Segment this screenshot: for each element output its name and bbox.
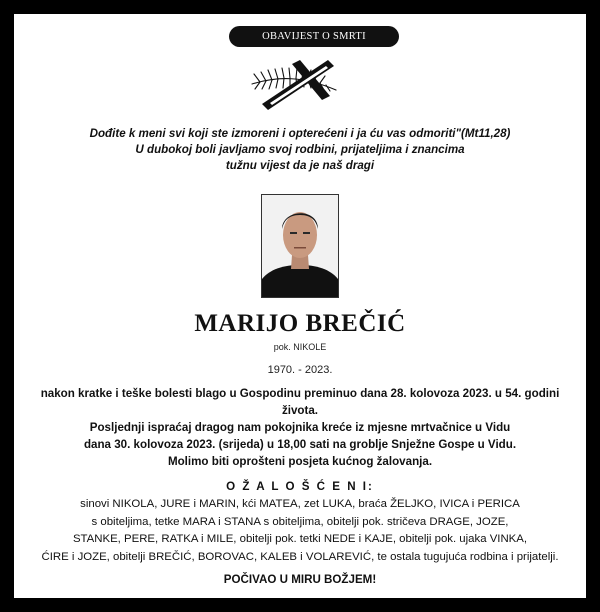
mourners-line: sinovi NIKOLA, JURE i MARIN, kći MATEA, zet LUKA, braća ŽELJKO, IVICA i PERICA [80, 498, 520, 510]
mourners-line: STANKE, PERE, RATKA i MILE, obitelji pok. tetki NEDE i KAJE, obitelji pok. ujaka VINKA, [72, 533, 528, 545]
mourners-line: s obiteljima, tetke MARA i STANA s obiteljima, obitelji pok. stričeva DRAGE, JOZE, [91, 515, 509, 528]
announcement-line: dana 30. kolovoza 2023. (srijeda) u 18,00 sati na groblje Snježne Gospe u Vidu. [83, 438, 517, 451]
portrait-photo [261, 194, 339, 298]
mourners-title: O Ž A L O Š Ć E N I: [226, 480, 374, 493]
announcement-line: Posljednji ispraćaj dragog nam pokojnika kreće iz mjesne mrtvačnice u Vidu [89, 421, 511, 434]
announcement-line: Molimo biti oprošteni posjeta kućnog žalovanja. [167, 455, 433, 468]
intro-line: Dođite k meni svi koji ste izmoreni i opterećeni i ja ću vas odmoriti"(Mt11,28) [89, 127, 511, 140]
announcement-text [34, 385, 566, 470]
father-name: pok. NIKOLE [273, 342, 327, 352]
intro-line: tužnu vijest da je naš dragi [225, 159, 375, 172]
cross-with-palm-branch-icon [248, 54, 352, 110]
mourners-line: ĆIRE i JOZE, obitelji BREČIĆ, BOROVAC, KALEB i VOLAREVIĆ, te ostala tugujuća rodbina i prijatelji. [41, 550, 559, 563]
mourners-list [24, 496, 576, 566]
obituary-card [14, 14, 586, 598]
deceased-name: MARIJO BREČIĆ [194, 310, 406, 337]
notice-badge: OBAVIJEST O SMRTI [229, 26, 399, 47]
closing-blessing: POČIVAO U MIRU BOŽJEM! [223, 573, 377, 586]
announcement-line: nakon kratke i teške bolesti blago u Gospodinu preminuo dana 28. kolovoza 2023. u 54. godini [40, 387, 560, 400]
life-years: 1970. - 2023. [267, 364, 333, 376]
intro-verse [54, 126, 546, 174]
intro-line: U dubokoj boli javljamo svoj rodbini, prijateljima i znancima [135, 143, 465, 156]
announcement-line: života. [281, 404, 319, 417]
